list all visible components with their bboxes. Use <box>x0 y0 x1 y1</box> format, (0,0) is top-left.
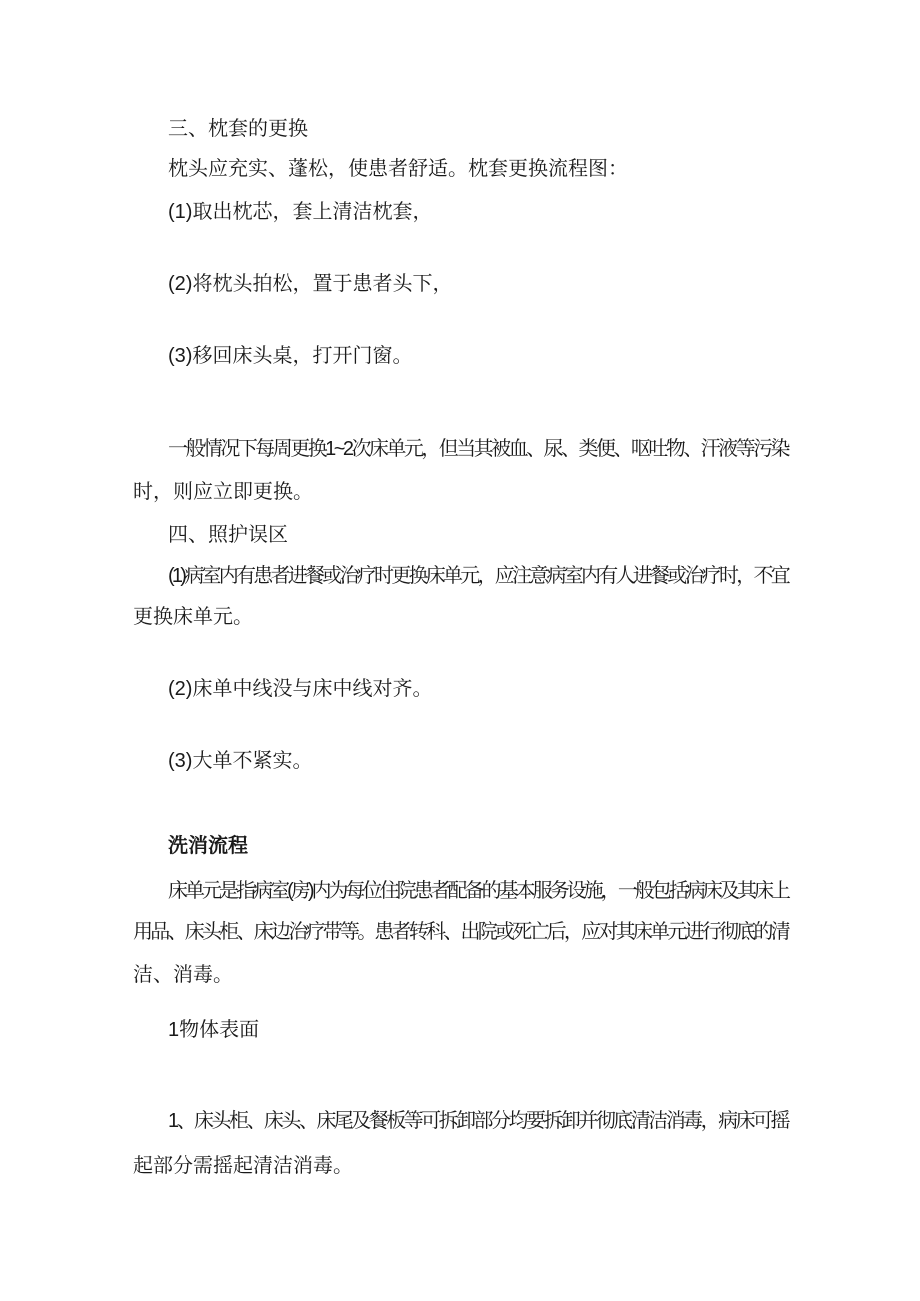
text-line: 床单元是指病室(房)内为每位住院患者配备的基本服务设施，一般包括病床及其床上 <box>168 880 788 902</box>
text-line: 更换床单元。 <box>133 606 253 628</box>
text-line: (1)取出枕芯，套上清洁枕套， <box>168 201 433 223</box>
text-line: 起部分需摇起清洁消毒。 <box>133 1155 353 1177</box>
text-line: 枕头应充实、蓬松，使患者舒适。枕套更换流程图： <box>168 158 628 180</box>
text-line: 洁、消毒。 <box>133 964 233 986</box>
section-heading: 三、枕套的更换 <box>168 118 308 140</box>
text-line: (2)将枕头拍松，置于患者头下， <box>168 273 453 295</box>
text-line: (2)床单中线没与床中线对齐。 <box>168 678 433 700</box>
text-line: 1、床头柜、床头、床尾及餐板等可拆卸部分均要拆卸并彻底清洁消毒，病床可摇 <box>168 1110 788 1132</box>
text-line: (3)大单不紧实。 <box>168 750 313 772</box>
text-line: (3)移回床头桌，打开门窗。 <box>168 345 413 367</box>
section-title: 洗消流程 <box>168 835 248 857</box>
text-line: (1)病室内有患者进餐或治疗时更换床单元，应注意病室内有人进餐或治疗时，不宜 <box>168 565 788 587</box>
text-line: 用品、床头柜、床边治疗带等。患者转科、出院或死亡后，应对其床单元进行彻底的清 <box>133 921 788 943</box>
text-line: 1物体表面 <box>168 1019 260 1041</box>
text-line: 时，则应立即更换。 <box>133 481 313 503</box>
section-heading: 四、照护误区 <box>168 524 288 546</box>
text-line: 一般情况下每周更换1~2次床单元，但当其被血、尿、类便、呕吐物、汗液等污染 <box>168 438 788 460</box>
